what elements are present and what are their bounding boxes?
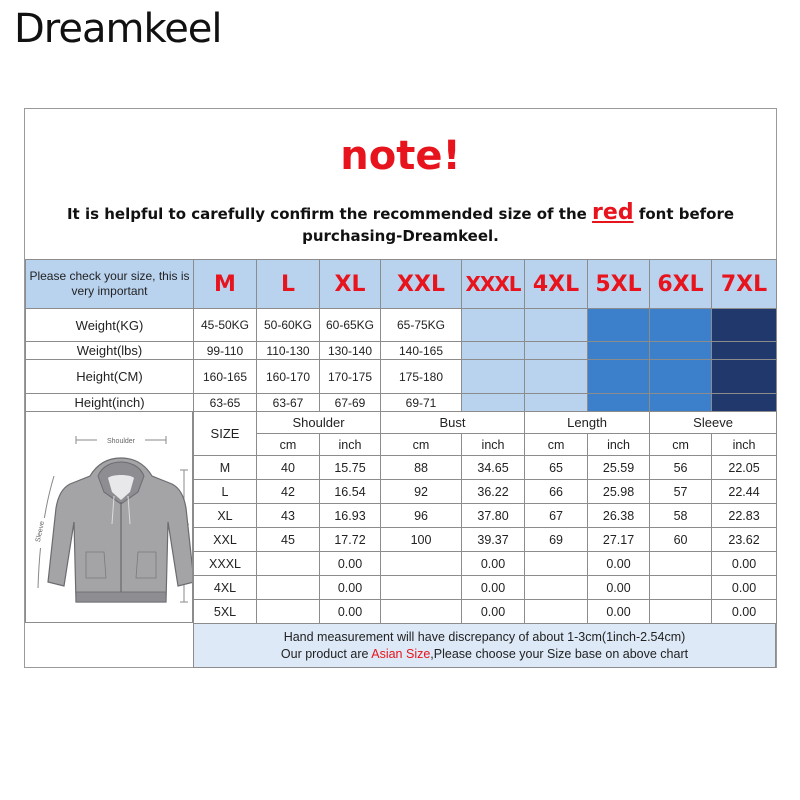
unit-header: inch — [588, 434, 650, 456]
table-cell: 69-71 — [381, 394, 462, 412]
table-cell: 160-170 — [257, 360, 320, 394]
table-cell — [381, 576, 462, 600]
measurement-group-row — [194, 412, 777, 434]
table-cell: 57 — [650, 480, 712, 504]
table-cell: 100 — [381, 528, 462, 552]
size-xl: XL — [320, 260, 381, 309]
table-cell — [650, 576, 712, 600]
table-cell: 50-60KG — [257, 309, 320, 342]
size-cell: XL — [194, 504, 257, 528]
filler-cell — [712, 342, 777, 360]
measurement-unit-row — [194, 434, 777, 456]
table-row — [26, 360, 777, 394]
table-cell: 43 — [257, 504, 320, 528]
size-cell: M — [194, 456, 257, 480]
table-cell: 40 — [257, 456, 320, 480]
size-header-row — [26, 260, 777, 309]
table-cell: 0.00 — [588, 600, 650, 624]
filler-cell — [588, 360, 650, 394]
table-row — [194, 552, 777, 576]
table-cell: 0.00 — [320, 576, 381, 600]
table-cell: 140-165 — [381, 342, 462, 360]
table-cell: 160-165 — [194, 360, 257, 394]
size-l: L — [257, 260, 320, 309]
table-cell: 92 — [381, 480, 462, 504]
hoodie-icon — [48, 458, 192, 602]
filler-cell — [462, 394, 525, 412]
table-cell: 42 — [257, 480, 320, 504]
table-row — [194, 504, 777, 528]
filler-cell — [712, 394, 777, 412]
unit-header: cm — [381, 434, 462, 456]
note-section — [25, 109, 776, 259]
table-cell — [257, 576, 320, 600]
table-cell: 0.00 — [462, 552, 525, 576]
table-cell — [381, 552, 462, 576]
table-cell: 34.65 — [462, 456, 525, 480]
table-cell — [257, 552, 320, 576]
table-cell: 27.17 — [588, 528, 650, 552]
table-cell: 67-69 — [320, 394, 381, 412]
table-cell: 37.80 — [462, 504, 525, 528]
disclaimer-line-2 — [194, 646, 775, 663]
filler-cell — [525, 309, 588, 342]
table-cell: 63-65 — [194, 394, 257, 412]
table-row — [194, 600, 777, 624]
unit-header: inch — [712, 434, 777, 456]
disclaimer-text-before: Our product are — [280, 647, 369, 661]
size-cell: 4XL — [194, 576, 257, 600]
table-cell — [381, 600, 462, 624]
filler-cell — [525, 342, 588, 360]
size-7xl: 7XL — [712, 260, 777, 309]
table-cell: 0.00 — [712, 552, 777, 576]
table-cell: 96 — [381, 504, 462, 528]
disclaimer-footer — [193, 623, 776, 668]
filler-cell — [650, 342, 712, 360]
table-cell: 58 — [650, 504, 712, 528]
filler-cell — [525, 394, 588, 412]
measurement-table — [193, 411, 777, 624]
filler-cell — [588, 309, 650, 342]
table-cell: 0.00 — [712, 576, 777, 600]
unit-header: inch — [320, 434, 381, 456]
table-row — [194, 480, 777, 504]
note-text-after: font before — [638, 205, 735, 223]
table-cell: 99-110 — [194, 342, 257, 360]
brand-logo: Dreamkeel — [14, 6, 222, 52]
filler-cell — [588, 394, 650, 412]
table-cell: 170-175 — [320, 360, 381, 394]
table-cell: 60-65KG — [320, 309, 381, 342]
table-row — [26, 309, 777, 342]
table-cell — [257, 600, 320, 624]
table-cell — [525, 552, 588, 576]
filler-cell — [650, 309, 712, 342]
size-4xl: 4XL — [525, 260, 588, 309]
size-5xl: 5XL — [588, 260, 650, 309]
unit-header: cm — [257, 434, 320, 456]
size-column-header: SIZE — [194, 412, 257, 456]
disclaimer-line-1: Hand measurement will have discrepancy of about 1-3cm(1inch-2.54cm) — [283, 630, 686, 644]
table-cell: 0.00 — [320, 552, 381, 576]
sleeve-label: Sleeve — [34, 520, 47, 543]
table-cell: 67 — [525, 504, 588, 528]
table-cell: 17.72 — [320, 528, 381, 552]
size-cell: XXXL — [194, 552, 257, 576]
table-cell: 56 — [650, 456, 712, 480]
size-header-label: Please check your size, this is very important — [26, 260, 194, 309]
group-header-bust: Bust — [381, 412, 525, 434]
unit-header: cm — [650, 434, 712, 456]
table-row — [26, 394, 777, 412]
filler-cell — [588, 342, 650, 360]
table-cell: 0.00 — [588, 552, 650, 576]
table-cell: 16.93 — [320, 504, 381, 528]
size-xxxl: XXXL — [462, 260, 525, 309]
row-label: Height(CM) — [26, 360, 194, 394]
table-cell: 22.05 — [712, 456, 777, 480]
table-row — [194, 456, 777, 480]
note-line-1 — [65, 200, 736, 225]
unit-header: cm — [525, 434, 588, 456]
table-cell: 130-140 — [320, 342, 381, 360]
hoodie-measurement-illustration — [25, 411, 193, 623]
hoodie-diagram — [26, 412, 192, 622]
table-cell: 175-180 — [381, 360, 462, 394]
unit-header: inch — [462, 434, 525, 456]
table-cell: 0.00 — [712, 600, 777, 624]
table-cell: 65 — [525, 456, 588, 480]
size-cell: L — [194, 480, 257, 504]
table-cell: 25.59 — [588, 456, 650, 480]
table-cell: 45-50KG — [194, 309, 257, 342]
table-row — [194, 576, 777, 600]
table-cell: 110-130 — [257, 342, 320, 360]
filler-cell — [462, 342, 525, 360]
table-cell: 16.54 — [320, 480, 381, 504]
table-cell: 23.62 — [712, 528, 777, 552]
row-label: Weight(lbs) — [26, 342, 194, 360]
table-cell: 0.00 — [320, 600, 381, 624]
table-cell: 26.38 — [588, 504, 650, 528]
table-cell — [650, 552, 712, 576]
table-cell: 63-67 — [257, 394, 320, 412]
table-cell: 66 — [525, 480, 588, 504]
note-line-2: purchasing-Dreamkeel. — [302, 227, 499, 245]
size-chart-card — [24, 108, 777, 668]
table-cell — [650, 600, 712, 624]
table-cell: 25.98 — [588, 480, 650, 504]
filler-cell — [650, 360, 712, 394]
table-cell — [525, 576, 588, 600]
size-cell: XXL — [194, 528, 257, 552]
note-text-before: It is helpful to carefully confirm the recommended size of the — [66, 205, 587, 223]
table-cell: 0.00 — [462, 600, 525, 624]
filler-cell — [462, 309, 525, 342]
table-cell: 0.00 — [462, 576, 525, 600]
group-header-length: Length — [525, 412, 650, 434]
table-cell: 88 — [381, 456, 462, 480]
size-m: M — [194, 260, 257, 309]
group-header-sleeve: Sleeve — [650, 412, 777, 434]
size-xxl: XXL — [381, 260, 462, 309]
filler-cell — [712, 360, 777, 394]
table-cell: 39.37 — [462, 528, 525, 552]
table-cell: 15.75 — [320, 456, 381, 480]
table-cell: 0.00 — [588, 576, 650, 600]
note-red-word: red — [592, 200, 634, 225]
table-cell: 69 — [525, 528, 588, 552]
row-label: Height(inch) — [26, 394, 194, 412]
size-6xl: 6XL — [650, 260, 712, 309]
shoulder-label: Shoulder — [106, 438, 136, 445]
size-cell: 5XL — [194, 600, 257, 624]
size-recommendation-table — [25, 259, 777, 412]
table-cell — [525, 600, 588, 624]
table-cell: 45 — [257, 528, 320, 552]
filler-cell — [650, 394, 712, 412]
row-label: Weight(KG) — [26, 309, 194, 342]
group-header-shoulder: Shoulder — [257, 412, 381, 434]
table-cell: 36.22 — [462, 480, 525, 504]
table-row — [26, 342, 777, 360]
filler-cell — [525, 360, 588, 394]
table-cell: 60 — [650, 528, 712, 552]
disclaimer-text-after: ,Please choose your Size base on above chart — [430, 647, 689, 661]
table-cell: 65-75KG — [381, 309, 462, 342]
filler-cell — [462, 360, 525, 394]
table-cell: 22.83 — [712, 504, 777, 528]
note-title: note! — [340, 133, 461, 179]
filler-cell — [712, 309, 777, 342]
table-cell: 22.44 — [712, 480, 777, 504]
table-row — [194, 528, 777, 552]
asian-size-text: Asian Size — [371, 647, 431, 661]
